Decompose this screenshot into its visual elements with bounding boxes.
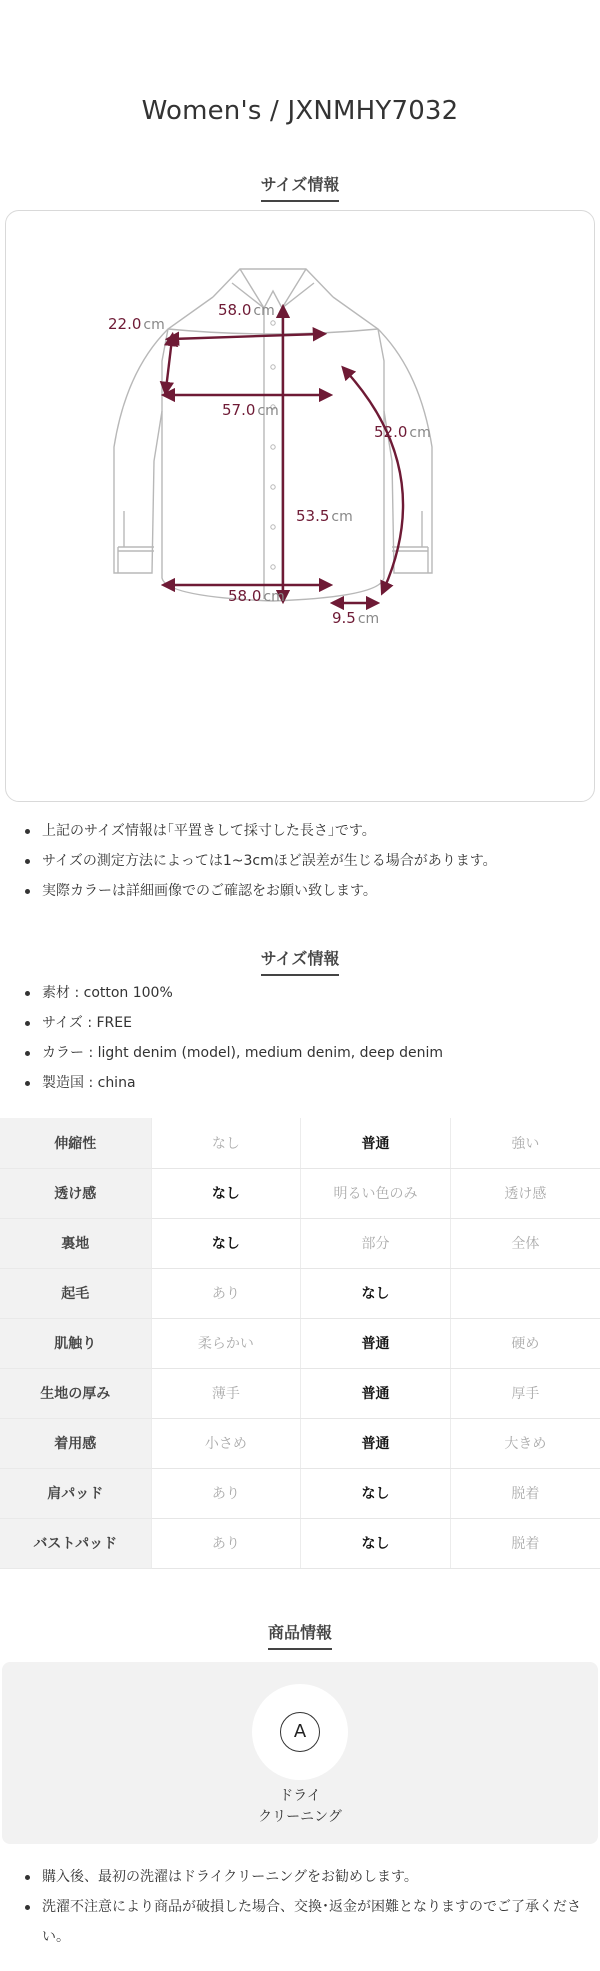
attribute-option: あり — [151, 1518, 301, 1568]
attribute-option: 透け感 — [450, 1168, 600, 1218]
care-icon-circle — [252, 1684, 348, 1780]
attribute-option: なし — [301, 1468, 451, 1518]
list-item: 洗濯不注意により商品が破損した場合、交換･返金が困難となりますのでご了承ください。 — [22, 1892, 582, 1952]
attribute-label: 着用感 — [0, 1418, 151, 1468]
attribute-option: なし — [151, 1168, 301, 1218]
shoulder-dimension: 22.0 cm — [108, 315, 165, 333]
attribute-option: 薄手 — [151, 1368, 301, 1418]
attribute-option: なし — [151, 1218, 301, 1268]
attribute-option: 硬め — [450, 1318, 600, 1368]
attribute-option: 普通 — [301, 1318, 451, 1368]
attribute-label: 肌触り — [0, 1318, 151, 1368]
attribute-option: 強い — [450, 1118, 600, 1168]
attribute-table — [0, 1118, 600, 1569]
product-info-heading: 商品情報 — [0, 1620, 600, 1650]
size-diagram — [5, 210, 595, 802]
length-dimension: 53.5 cm — [296, 507, 353, 525]
table-row — [0, 1168, 600, 1218]
table-row — [0, 1418, 600, 1468]
attribute-option: 明るい色のみ — [301, 1168, 451, 1218]
care-label: ドライ クリーニング — [258, 1788, 342, 1825]
attribute-option: 部分 — [301, 1218, 451, 1268]
care-notes — [22, 1862, 582, 1952]
attribute-option: 普通 — [301, 1368, 451, 1418]
spec-list — [22, 978, 582, 1098]
table-row — [0, 1118, 600, 1168]
attribute-option: あり — [151, 1268, 301, 1318]
attribute-option: 普通 — [301, 1418, 451, 1468]
material-item: 素材 : cotton 100% — [22, 978, 582, 1008]
list-item: 実際カラーは詳細画像でのご確認をお願い致します。 — [22, 876, 582, 906]
attribute-label: 起毛 — [0, 1268, 151, 1318]
chest-top-line — [172, 334, 320, 339]
chest-dimension: 57.0 cm — [222, 401, 279, 419]
attribute-label: 裏地 — [0, 1218, 151, 1268]
table-row — [0, 1268, 600, 1318]
size-item: サイズ : FREE — [22, 1008, 582, 1038]
dry-clean-icon: A — [280, 1712, 320, 1752]
attribute-option: 小さめ — [151, 1418, 301, 1468]
attribute-option: 厚手 — [450, 1368, 600, 1418]
color-item: カラー : light denim (model), medium denim, deep denim — [22, 1038, 582, 1068]
list-item: 購入後、最初の洗濯はドライクリーニングをお勧めします。 — [22, 1862, 582, 1892]
attribute-option: 柔らかい — [151, 1318, 301, 1368]
table-row — [0, 1318, 600, 1368]
attribute-option: 普通 — [301, 1118, 451, 1168]
product-title: Women's / JXNMHY7032 — [141, 96, 459, 126]
attribute-option: 全体 — [450, 1218, 600, 1268]
attribute-option: なし — [301, 1518, 451, 1568]
attribute-option: なし — [151, 1118, 301, 1168]
attribute-option: 脱着 — [450, 1468, 600, 1518]
shoulder-line — [166, 339, 172, 389]
attribute-label: 肩パッド — [0, 1468, 151, 1518]
attribute-label: 生地の厚み — [0, 1368, 151, 1418]
origin-item: 製造国 : china — [22, 1068, 582, 1098]
table-row — [0, 1518, 600, 1568]
list-item: 上記のサイズ情報は｢平置きして採寸した長さ｣です。 — [22, 816, 582, 846]
shirt-buttons — [271, 321, 275, 569]
attribute-label: バストパッド — [0, 1518, 151, 1568]
cuff-dimension: 9.5 cm — [332, 609, 380, 627]
attribute-option: なし — [301, 1268, 451, 1318]
attribute-option: あり — [151, 1468, 301, 1518]
table-row — [0, 1468, 600, 1518]
size-info-heading: サイズ情報 — [0, 172, 600, 202]
care-panel — [2, 1662, 598, 1844]
size-notes — [22, 816, 582, 906]
hem-dimension: 58.0 cm — [228, 587, 285, 605]
list-item: サイズの測定方法によっては1~3cmほど誤差が生じる場合があります。 — [22, 846, 582, 876]
attribute-label: 透け感 — [0, 1168, 151, 1218]
sleeve-line — [346, 371, 403, 589]
chest-top-dimension: 58.0 cm — [218, 301, 275, 319]
attribute-option: 脱着 — [450, 1518, 600, 1568]
attribute-label: 伸縮性 — [0, 1118, 151, 1168]
table-row — [0, 1218, 600, 1268]
attribute-option: 大きめ — [450, 1418, 600, 1468]
sleeve-dimension: 52.0 cm — [374, 423, 431, 441]
spec-heading: サイズ情報 — [0, 946, 600, 976]
attribute-option — [450, 1268, 600, 1318]
table-row — [0, 1368, 600, 1418]
